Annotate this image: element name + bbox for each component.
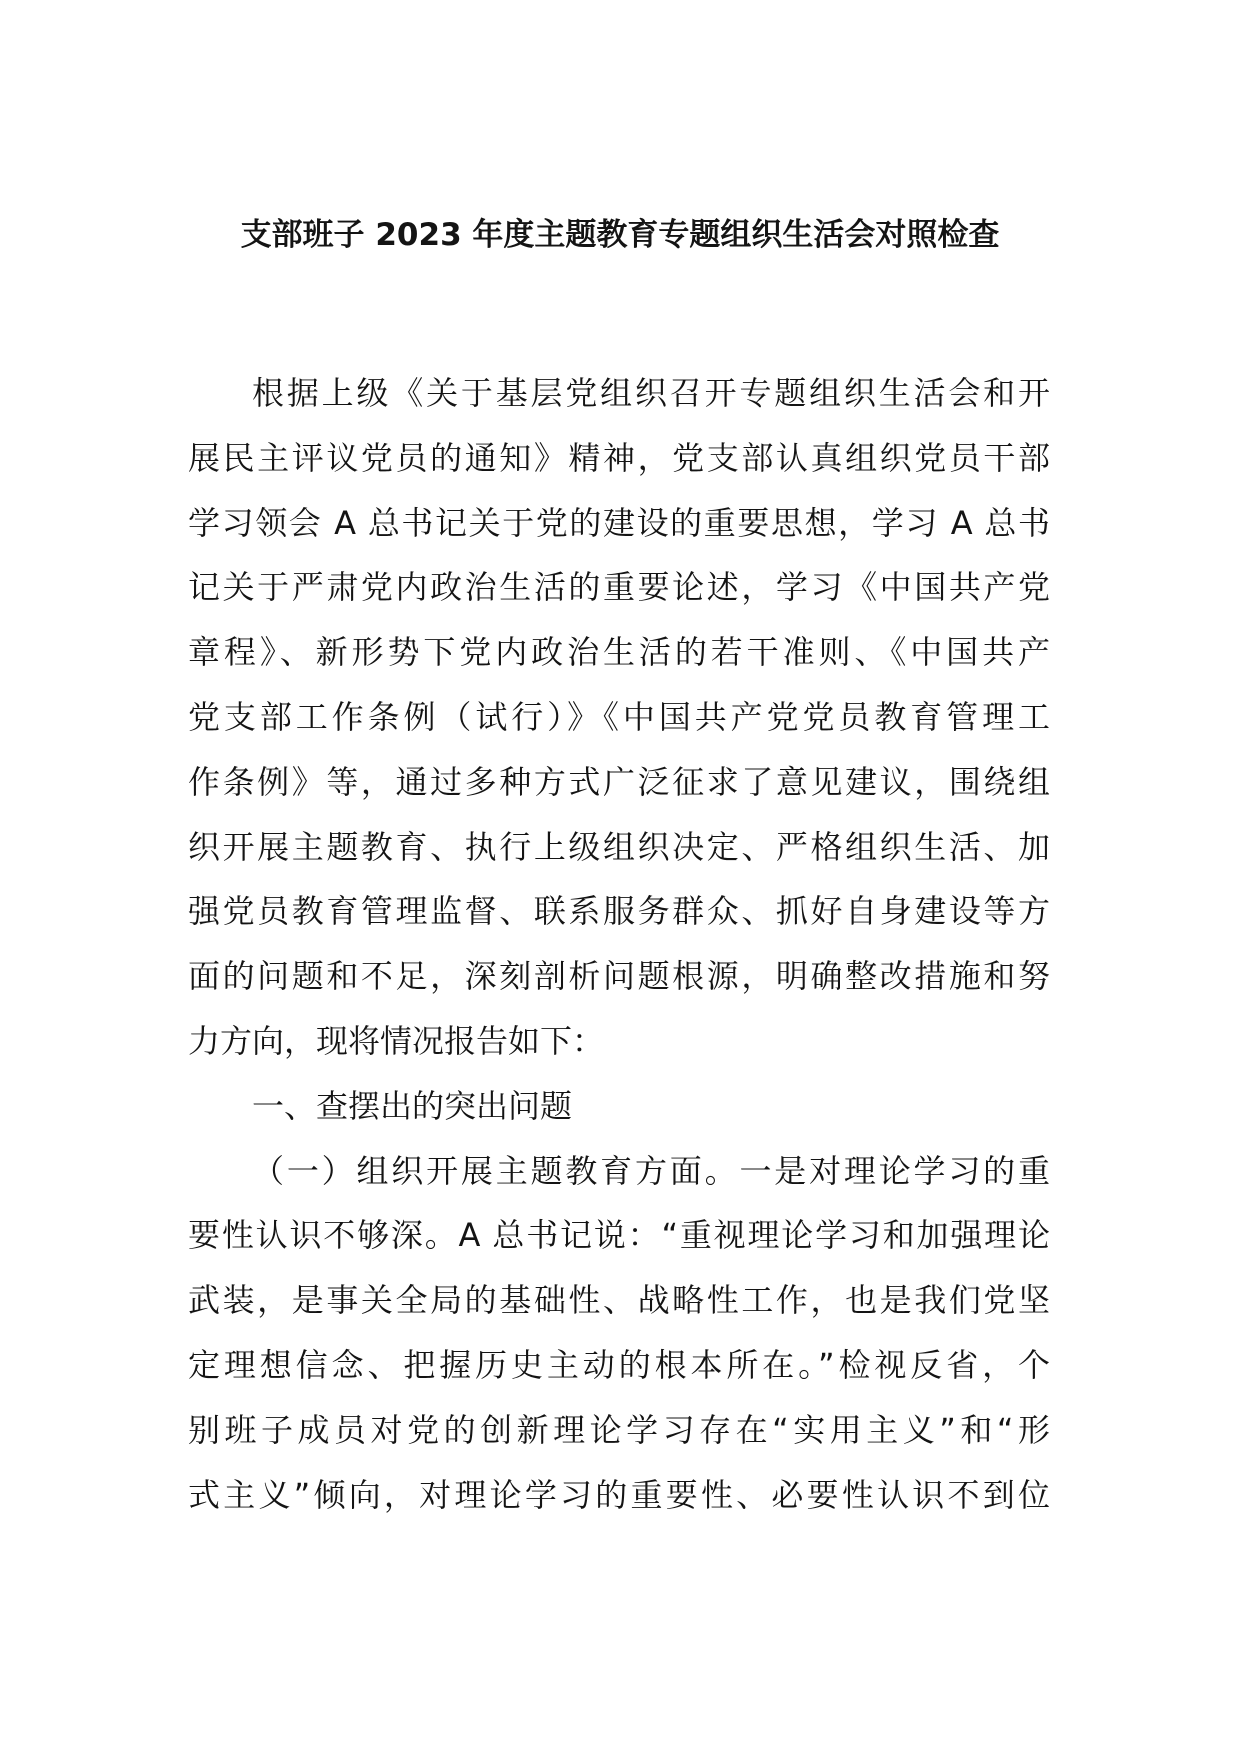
document-body (188, 361, 1050, 1527)
body-paragraph (188, 1139, 1050, 1528)
text-line: 式主义”倾向，对理论学习的重要性、必要性认识不到位 (188, 1475, 1050, 1514)
section-heading (188, 1074, 1050, 1139)
text-line: 一、查摆出的突出问题 (252, 1086, 573, 1125)
text-line: 章程》、新形势下党内政治生活的若干准则、《中国共产 (188, 633, 1050, 672)
text-line: 展民主评议党员的通知》精神，党支部认真组织党员干部 (188, 438, 1050, 477)
document-title: 支部班子 2023 年度主题教育专题组织生活会对照检查 (240, 217, 1000, 253)
text-line: 根据上级《关于基层党组织召开专题组织生活会和开 (252, 374, 1050, 412)
text-line: 武装，是事关全局的基础性、战略性工作，也是我们党坚 (188, 1281, 1050, 1320)
text-line: 定理想信念、把握历史主动的根本所在。”检视反省，个 (188, 1345, 1050, 1384)
text-line: 党支部工作条例（试行）》《中国共产党党员教育管理工 (188, 697, 1050, 736)
body-paragraph (188, 361, 1050, 1074)
text-line: （一）组织开展主题教育方面。一是对理论学习的重 (252, 1151, 1050, 1190)
text-line: 织开展主题教育、执行上级组织决定、严格组织生活、加 (188, 827, 1050, 866)
text-line: 学习领会 A 总书记关于党的建设的重要思想，学习 A 总书 (188, 503, 1050, 542)
text-line: 面的问题和不足，深刻剖析问题根源，明确整改措施和努 (188, 957, 1050, 996)
text-line: 记关于严肃党内政治生活的重要论述，学习《中国共产党 (188, 568, 1050, 607)
text-line: 力方向，现将情况报告如下： (188, 1021, 605, 1060)
text-line: 作条例》等，通过多种方式广泛征求了意见建议，围绕组 (188, 762, 1050, 801)
text-line: 别班子成员对党的创新理论学习存在“实用主义”和“形 (188, 1410, 1050, 1449)
text-line: 强党员教育管理监督、联系服务群众、抓好自身建设等方 (188, 892, 1050, 931)
text-line: 要性认识不够深。A 总书记说：“重视理论学习和加强理论 (188, 1216, 1050, 1255)
